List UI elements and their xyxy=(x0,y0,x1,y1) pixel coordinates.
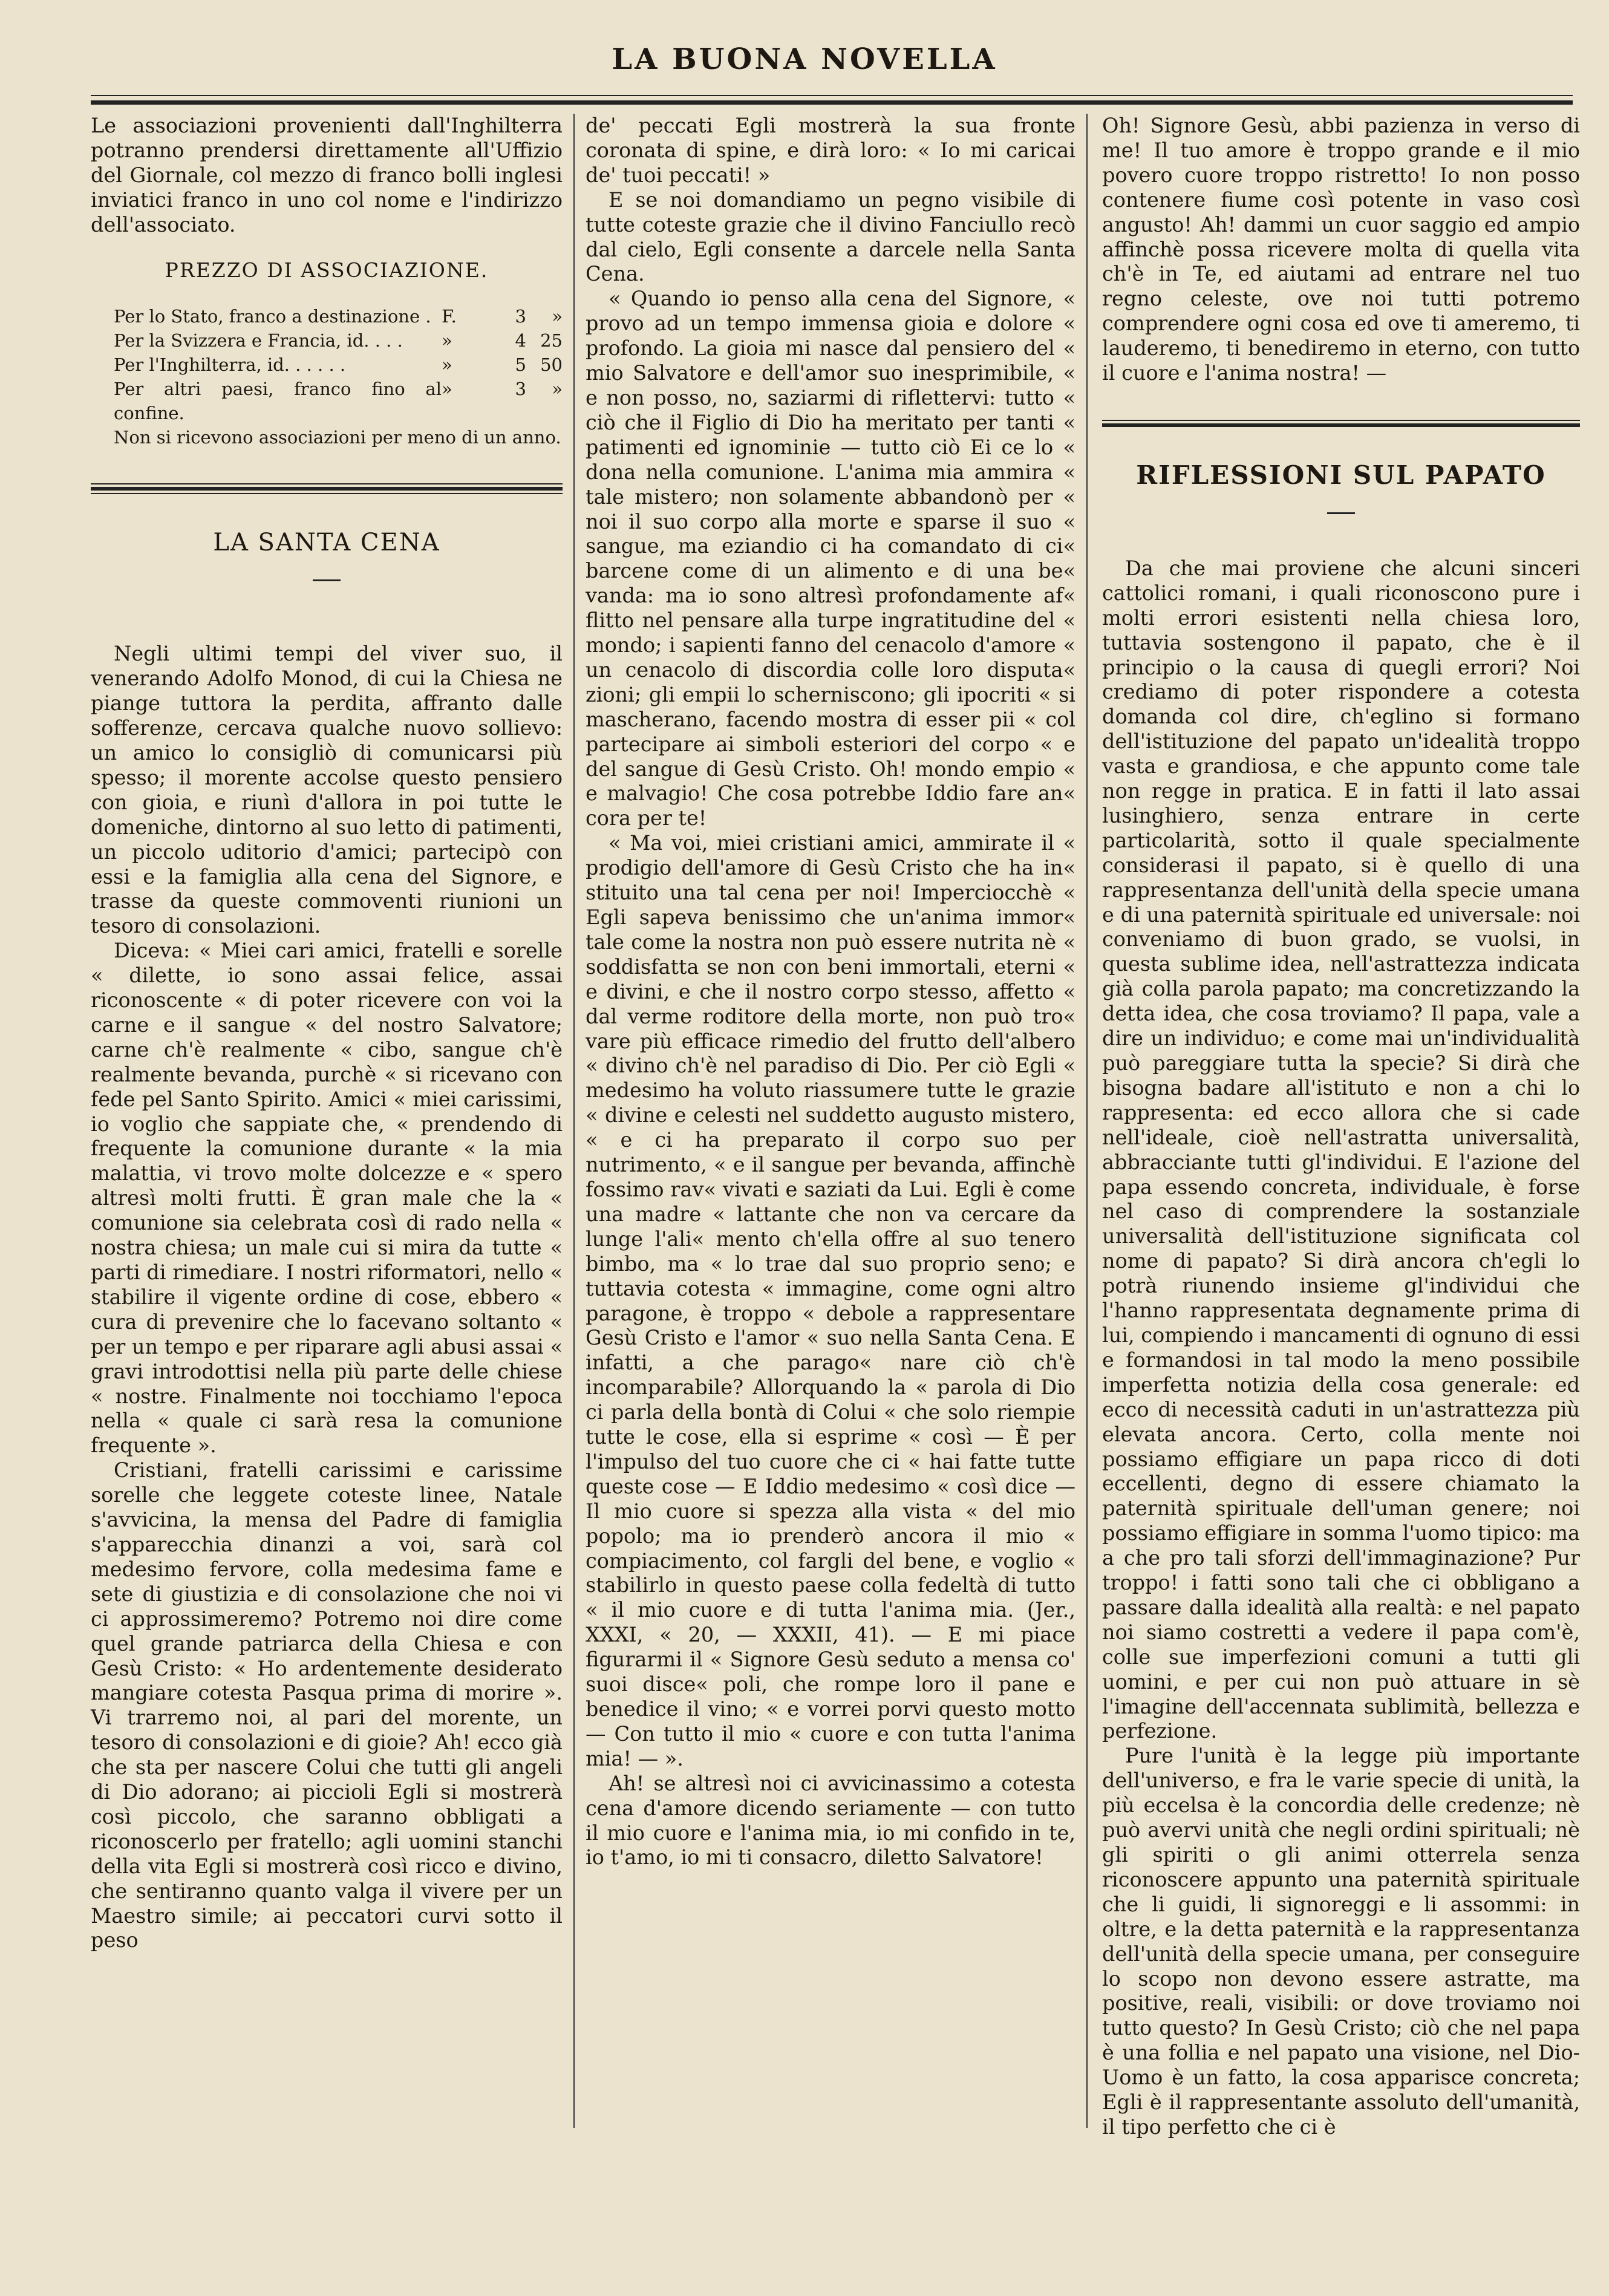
paragraph: Oh! Signore Gesù, abbi pazienza in verso di me! Il tuo amore è troppo grande e il mio povero cuore troppo ristretto! Io non posso contenere fiume così potente in vaso così angusto! Ah! dammi un cuor saggio ed ampio affinchè possa ricevere molta di quella vita ch'è in Te, ed aiutami ad entrare nel tuo regno celeste, ove noi tutti potremo comprendere ogni cosa ed ove ti ameremo, ti lauderemo, ti benediremo in eterno, con tutto il cuore e l'anima nostra! — xyxy=(1102,114,1580,385)
column-1 xyxy=(91,114,563,1953)
header-rule xyxy=(91,95,1573,96)
article-body xyxy=(1102,556,1580,2140)
price-amount: 3 xyxy=(515,379,526,400)
price-amount: 4 xyxy=(515,330,526,351)
title-dash xyxy=(1327,512,1355,514)
price-amount: 5 xyxy=(515,354,526,376)
newspaper-masthead: LA BUONA NOVELLA xyxy=(612,42,997,76)
paragraph: Cristiani, fratelli carissimi e carissime sorelle che leggete coteste linee, Natale s'avvicina, la mensa del Padre di famiglia s'apparecchia dinanzi a voi, sarà col medesimo fervore, colla medesima fame e sete di giustizia e di consolazione che noi vi ci approssimeremo? Potremo noi dire come quel grande patriarca della Chiesa e con Gesù Cristo: « Ho ardentemente desiderato mangiare cotesta Pasqua prima di morire ». Vi trarremo noi, al pari del morente, un tesoro di consolazioni e di gioie? Ah! ecco già che sta per nascere Colui che tutti gli angeli di Dio adorano; ai piccioli Egli si mostrerà così piccolo, che saranno obbligati a riconoscerlo per fratello; agli uomini stanchi della vita Egli si mostrerà così ricco e divino, che sentiranno quanto valga il vivere per un Maestro simile; ai peccatori curvi sotto il peso xyxy=(91,1458,563,1952)
column-divider xyxy=(1086,114,1088,2128)
article-body xyxy=(586,114,1075,1870)
price-row xyxy=(91,328,563,353)
price-label: Per l'Inghilterra, id. . . . . . xyxy=(114,354,346,376)
price-currency: » xyxy=(442,330,452,351)
paragraph: Diceva: « Miei cari amici, fratelli e sorelle « dilette, io sono assai felice, assai riconoscente « di poter ricevere con voi la carne e il sangue « del nostro Salvatore; carne ch'è realmente « cibo, sangue ch'è realmente bevanda, purchè « si ricevano con fede pel Santo Spirito. Amici « miei carissimi, io voglio che sappiate che, « prendendo di frequente la comunione durante « la mia malattia, vi trovo molte dolcezze e « spero altresì molti frutti. È gran male che la « comunione sia celebrata così di rado nella « nostra chiesa; un male cui si mira da tutte « parti di rimediare. I nostri riformatori, nello « stabilire il vigente ordine di cose, ebbero « cura di prevenire che lo facevano soltanto « per un tempo e per riparare agli abusi assai « gravi introdottisi nella più parte delle chiese « nostre. Finalmente noi tocchiamo l'epoca nella « quale ci sarà resa la comunione frequente ». xyxy=(91,939,563,1458)
paragraph: Da che mai proviene che alcuni sinceri cattolici romani, i quali riconoscono pure i molti errori esistenti nella chiesa loro, tuttavia sostengono il papato, che è il principio o la causa di quegli errori? Noi crediamo di poter rispondere a cotesta domanda col dire, ch'eglino si formano dell'istituzione del papato un'idealità troppo vasta e grandiosa, e che appunto come tale non regge in pratica. E in fatti il lato assai lusinghiero, senza entrare in certe particolarità, sotto il quale specialmente considerasi il papato, si è quello di una rappresentanza dell'unità della specie umana e di una paternità spirituale ed universale: noi conveniamo di buon grado, se vuolsi, in questa sublime idea, nell'astrattezza indicata già colla parola papato; ma concretizzando la detta idea, che cosa troviamo? Il papa, vale a dire un individuo; e come mai un'individualità può pareggiare tutta la specie? Si dirà che bisogna badare all'istituto e non a chi lo rappresenta: ed ecco allora che si cade nell'ideale, cioè nell'astratta universalità, abbracciante tutti gl'individui. E l'azione del papa essendo concreta, individuale, è forse nel caso di comprendere la sostanziale universalità dell'istituzione significata col nome di papato? Si dirà ancora ch'egli lo potrà riunendo insieme gl'individui che l'hanno rappresentata degnamente prima di lui, compiendo i mancamenti di ognuno di essi e formandosi in tal modo la meno possibile imperfetta notizia della cosa generale: ed ecco di necessità caduti in un'astrattezza più elevata ancora. Certo, colla mente noi possiamo effigiare un papa ricco di doti eccellenti, degno di essere chiamato la paternità spirituale dell'uman genere; noi possiamo effigiare in somma l'uomo tipico: ma a che pro tali sforzi dell'immaginazione? Pur troppo! i fatti sono tali che ci obbligano a passare dalla idealità alla realtà: e nel papato noi siamo costretti a vedere il papa com'è, colle sue imperfezioni comuni a tutti gli uomini, e per cui non può attuare in sè l'imagine dell'accennata sublimità, bellezza e perfezione. xyxy=(1102,556,1580,1743)
price-currency: » xyxy=(442,354,452,376)
price-cents: » xyxy=(552,306,563,327)
price-note: Non si ricevono associazioni per meno di un anno. xyxy=(114,427,561,448)
price-label: Per altri paesi, franco fino al confine. xyxy=(114,379,442,424)
subscription-notice: Le associazioni provenienti dall'Inghilterra potranno prendersi direttamente all'Uffizio del Giornale, col mezzo di franco bolli inglesi inviatici franco in uno col nome e l'indirizzo dell'associato. xyxy=(91,114,563,236)
price-row xyxy=(91,304,563,328)
paragraph: E se noi domandiamo un pegno visibile di tutte coteste grazie che il divino Fanciullo recò dal cielo, Egli consente a darcele nella Santa Cena. xyxy=(586,188,1075,286)
column-divider xyxy=(573,114,575,2128)
price-cents: 50 xyxy=(540,354,563,376)
price-label: Per la Svizzera e Francia, id. . . . xyxy=(114,330,403,351)
price-row xyxy=(91,353,563,377)
paragraph: de' peccati Egli mostrerà la sua fronte coronata di spine, e dirà loro: « Io mi caricai de' tuoi peccati! » xyxy=(586,114,1075,187)
article-body xyxy=(91,642,563,1953)
article-title: RIFLESSIONI SUL PAPATO xyxy=(1136,460,1546,490)
article-title: LA SANTA CENA xyxy=(213,529,440,557)
paragraph: « Ma voi, miei cristiani amici, ammirate il « prodigio dell'amore di Gesù Cristo che ha in« stituito una tal cena per noi! Imperciocchè « Egli sapeva benissimo che un'anima immor« tale come la nostra non può essere nutrita nè « soddisfatta se non con beni immortali, eterni « e divini, e che il nostro corpo stesso, affetto « dal verme roditore della morte, non può tro« vare più efficace rimedio del frutto dell'albero « divino ch'è nel paradiso di Dio. Per ciò Egli « medesimo ha voluto riassumere tutte le grazie « divine e celesti nel suddetto augusto mistero, « e ci ha preparato il corpo suo per nutrimento, « e il sangue per bevanda, affinchè fossimo rav« vivati e saziati da Lui. Egli è come una madre « lattante che non va cercare da lunge l'ali« mento ch'ella offre al suo tenero bimbo, ma « lo trae dal suo proprio seno; e tuttavia cotesta « immagine, come ogni altro paragone, è troppo « debole a rappresentare Gesù Cristo e l'amor « suo nella Santa Cena. E infatti, a che parago« nare ciò ch'è incomparabile? Allorquando la « parola di Dio ci parla della bontà di Colui « che solo riempie tutte le cose, ella si esprime « così — È per l'impulso del tuo cuore che ci « hai fatte tutte queste cose — E Iddio medesimo « così dice — Il mio cuore si spezza alla vista « del mio popolo; ma io prenderò ancora il mio « compiacimento, col fargli del bene, e voglio « stabilirlo in questo paese colla fedeltà di tutto « il mio cuore e di tutta l'anima mia. (Jer., XXXI, « 20, — XXXII, 41). — E mi piace figurarmi il « Signore Gesù seduto a mensa co' suoi disce« poli, che rompe loro il pane e benedice il vino; « e vorrei porvi questo motto — Con tutto il mio « cuore e con tutta l'anima mia! — ». xyxy=(586,831,1075,1770)
price-cents: » xyxy=(552,379,563,400)
column-2 xyxy=(586,114,1075,1870)
price-heading: PREZZO DI ASSOCIAZIONE. xyxy=(165,258,489,282)
article-body xyxy=(1102,114,1580,386)
price-currency: F. xyxy=(442,306,457,327)
price-cents: 25 xyxy=(540,330,563,351)
paragraph: Negli ultimi tempi del viver suo, il venerando Adolfo Monod, di cui la Chiesa ne piange tuttora la perdita, affranto dalle sofferenze, cercava qualche nuovo sollievo: un amico lo consigliò di comunicarsi più spesso; il morente accolse questo pensiero con gioia, e riunì d'allora in poi tutte le domeniche, dintorno al suo letto di patimenti, un piccolo uditorio d'amici; partecipò con essi e la famiglia alla cena del Signore, e trasse da queste commoventi riunioni un tesoro di consolazioni. xyxy=(91,642,563,938)
header-rule-thick xyxy=(91,100,1573,105)
section-separator xyxy=(91,483,563,494)
paragraph: Ah! se altresì noi ci avvicinassimo a cotesta cena d'amore dicendo seriamente — con tutto il mio cuore e l'anima mia, io mi confido in te, io t'amo, io mi ti consacro, diletto Salvatore! xyxy=(586,1771,1075,1870)
paragraph: Pure l'unità è la legge più importante dell'universo, e fra le varie specie di unità, la più eccelsa è la concordia delle credenze; nè può avervi unità che negli ordini spirituali; nè gli spiriti o gli animi otterrela senza riconoscere appunto una paternità spirituale che li guidi, li signoreggi e li assommi: in oltre, e la detta paternità e la rappresentanza dell'unità della specie umana, per conseguire lo scopo non devono essere astratte, ma positive, reali, visibili: or dove troviamo noi tutto questo? In Gesù Cristo; ciò che nel papa è una follia e nel papato una visione, nel Dio-Uomo è un fatto, la cosa apparisce concreta; Egli è il rappresentante assoluto dell'umanità, il tipo perfetto che ci è xyxy=(1102,1744,1580,2139)
paragraph: « Quando io penso alla cena del Signore, « provo ad un tempo immensa gioia e dolore « profondo. La gioia mi nasce dal pensiero del « mio Salvatore e dell'amor suo inesprimibile, « e non posso, no, saziarmi di riflettervi: tutto « ciò che il Figlio di Dio ha meritato per tanti « patimenti ed ignominie — tutto ciò Ei ce lo « dona nella comunione. L'anima mia ammira « tale mistero; non solamente abbandonò per « noi il suo corpo alla morte e sparse il suo « sangue, ma eziandio ci ha comandato di ci« barcene come di un alimento e di una be« vanda: ma io sono altresì profondamente af« flitto nel pensare alla turpe ingratitudine del « mondo; i sapienti fanno del cenacolo d'amore « un cenacolo di discordia colle loro disputa« zioni; gli empii lo scherniscono; gli ipocriti « si mascherano, facendo mostra di esser pii « col partecipare ai simboli esteriori del corpo « e del sangue di Gesù Cristo. Oh! mondo empio « e malvagio! Che cosa potrebbe Iddio fare an« cora per te! xyxy=(586,287,1075,830)
price-amount: 3 xyxy=(515,306,526,327)
column-3 xyxy=(1102,114,1580,2140)
price-row xyxy=(91,377,563,425)
title-dash xyxy=(313,579,341,581)
price-table xyxy=(91,304,563,425)
section-separator xyxy=(1102,420,1580,427)
price-label: Per lo Stato, franco a destinazione . xyxy=(114,306,431,327)
price-currency: » xyxy=(442,379,452,400)
